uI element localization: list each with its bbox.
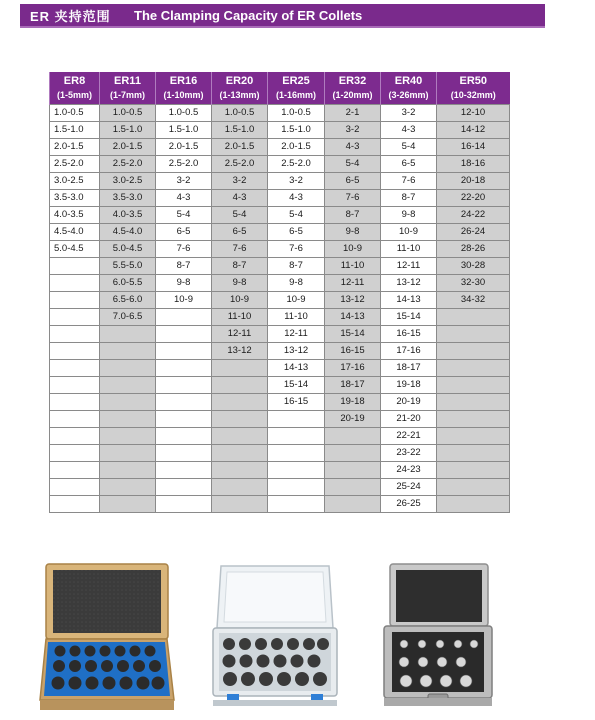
table-cell bbox=[437, 479, 510, 496]
table-cell bbox=[437, 428, 510, 445]
table-cell: 16-15 bbox=[325, 343, 381, 360]
table-cell bbox=[156, 360, 212, 377]
table-cell: 3.5-3.0 bbox=[50, 190, 100, 207]
table-cell: 12-11 bbox=[325, 275, 381, 292]
table-cell bbox=[50, 326, 100, 343]
table-cell: 3.0-2.5 bbox=[50, 173, 100, 190]
column-model: ER50 bbox=[459, 75, 488, 87]
table-row bbox=[50, 326, 510, 343]
table-cell: 6-5 bbox=[381, 156, 437, 173]
table-cell bbox=[100, 343, 156, 360]
column-range: (3-26mm) bbox=[388, 90, 429, 100]
table-cell: 2.5-2.0 bbox=[268, 156, 325, 173]
table-cell: 7-6 bbox=[381, 173, 437, 190]
table-cell bbox=[50, 496, 100, 513]
table-cell bbox=[50, 411, 100, 428]
table-cell: 14-13 bbox=[381, 292, 437, 309]
table-cell: 2-1 bbox=[325, 105, 381, 122]
table-row bbox=[50, 445, 510, 462]
table-cell: 23-22 bbox=[381, 445, 437, 462]
table-cell bbox=[156, 394, 212, 411]
table-cell: 5-4 bbox=[156, 207, 212, 224]
table-cell: 4-3 bbox=[268, 190, 325, 207]
table-cell: 11-10 bbox=[268, 309, 325, 326]
table-cell bbox=[325, 445, 381, 462]
table-cell bbox=[50, 343, 100, 360]
table-cell: 22-21 bbox=[381, 428, 437, 445]
table-cell bbox=[156, 479, 212, 496]
table-cell bbox=[156, 428, 212, 445]
table-cell: 4.5-4.0 bbox=[100, 224, 156, 241]
table-cell bbox=[100, 462, 156, 479]
table-cell bbox=[268, 462, 325, 479]
table-cell: 6-5 bbox=[212, 224, 268, 241]
table-row bbox=[50, 343, 510, 360]
table-cell: 3.5-3.0 bbox=[100, 190, 156, 207]
table-cell: 17-16 bbox=[381, 343, 437, 360]
table-row bbox=[50, 275, 510, 292]
column-header-er32 bbox=[325, 72, 381, 105]
table-cell: 2.0-1.5 bbox=[268, 139, 325, 156]
table-cell bbox=[212, 428, 268, 445]
table-cell: 17-16 bbox=[325, 360, 381, 377]
table-cell: 1.5-1.0 bbox=[212, 122, 268, 139]
column-header-er50 bbox=[437, 72, 510, 105]
column-model: ER40 bbox=[394, 75, 423, 87]
table-cell bbox=[100, 411, 156, 428]
table-row bbox=[50, 173, 510, 190]
table-cell bbox=[212, 479, 268, 496]
table-cell: 1.0-0.5 bbox=[268, 105, 325, 122]
table-cell: 30-28 bbox=[437, 258, 510, 275]
table-cell: 2.0-1.5 bbox=[212, 139, 268, 156]
table-cell bbox=[437, 462, 510, 479]
table-cell: 3-2 bbox=[156, 173, 212, 190]
table-cell: 3-2 bbox=[268, 173, 325, 190]
table-cell: 16-14 bbox=[437, 139, 510, 156]
table-cell: 4.0-3.5 bbox=[50, 207, 100, 224]
table-cell bbox=[100, 445, 156, 462]
table-cell bbox=[156, 343, 212, 360]
table-cell bbox=[212, 360, 268, 377]
table-cell: 28-26 bbox=[437, 241, 510, 258]
column-range: (1-20mm) bbox=[332, 90, 373, 100]
table-cell: 18-17 bbox=[325, 377, 381, 394]
table-cell bbox=[268, 411, 325, 428]
table-row bbox=[50, 258, 510, 275]
table-row bbox=[50, 190, 510, 207]
table-cell: 1.5-1.0 bbox=[50, 122, 100, 139]
table-cell: 20-19 bbox=[325, 411, 381, 428]
table-cell bbox=[50, 479, 100, 496]
table-cell bbox=[100, 377, 156, 394]
table-cell: 2.0-1.5 bbox=[156, 139, 212, 156]
table-cell bbox=[437, 360, 510, 377]
table-cell: 22-20 bbox=[437, 190, 510, 207]
table-cell: 20-18 bbox=[437, 173, 510, 190]
table-cell: 16-15 bbox=[268, 394, 325, 411]
table-cell: 34-32 bbox=[437, 292, 510, 309]
table-row bbox=[50, 377, 510, 394]
table-cell bbox=[50, 360, 100, 377]
table-cell: 9-8 bbox=[156, 275, 212, 292]
table-cell: 25-24 bbox=[381, 479, 437, 496]
table-cell: 5.0-4.5 bbox=[100, 241, 156, 258]
table-cell: 5-4 bbox=[325, 156, 381, 173]
table-cell bbox=[437, 343, 510, 360]
table-cell bbox=[50, 258, 100, 275]
column-header-er25 bbox=[268, 72, 325, 105]
column-range: (1-16mm) bbox=[275, 90, 316, 100]
table-cell: 26-24 bbox=[437, 224, 510, 241]
column-range: (1-13mm) bbox=[219, 90, 260, 100]
table-cell bbox=[212, 394, 268, 411]
table-cell: 26-25 bbox=[381, 496, 437, 513]
column-range: (1-10mm) bbox=[163, 90, 204, 100]
table-cell bbox=[50, 394, 100, 411]
table-cell bbox=[437, 411, 510, 428]
table-cell bbox=[156, 326, 212, 343]
table-cell: 20-19 bbox=[381, 394, 437, 411]
column-range: (1-7mm) bbox=[109, 90, 145, 100]
column-model: ER25 bbox=[282, 75, 310, 87]
table-cell: 4-3 bbox=[212, 190, 268, 207]
table-cell: 7-6 bbox=[268, 241, 325, 258]
table-cell bbox=[437, 309, 510, 326]
table-cell bbox=[50, 377, 100, 394]
table-row bbox=[50, 479, 510, 496]
table-cell bbox=[50, 462, 100, 479]
title-banner bbox=[20, 4, 545, 28]
table-cell: 11-10 bbox=[212, 309, 268, 326]
table-cell: 2.5-2.0 bbox=[100, 156, 156, 173]
table-row bbox=[50, 122, 510, 139]
table-row bbox=[50, 156, 510, 173]
table-cell: 18-17 bbox=[381, 360, 437, 377]
table-cell: 12-11 bbox=[212, 326, 268, 343]
table-cell: 7-6 bbox=[212, 241, 268, 258]
table-cell: 1.5-1.0 bbox=[268, 122, 325, 139]
table-cell bbox=[50, 275, 100, 292]
table-cell: 2.5-2.0 bbox=[156, 156, 212, 173]
table-cell: 4.0-3.5 bbox=[100, 207, 156, 224]
table-cell bbox=[156, 496, 212, 513]
plastic-case-icon bbox=[205, 560, 345, 712]
table-cell: 13-12 bbox=[325, 292, 381, 309]
table-cell: 9-8 bbox=[325, 224, 381, 241]
table-cell: 4-3 bbox=[325, 139, 381, 156]
table-cell: 12-11 bbox=[268, 326, 325, 343]
column-model: ER16 bbox=[169, 75, 198, 87]
table-cell: 6-5 bbox=[325, 173, 381, 190]
table-cell bbox=[156, 309, 212, 326]
table-cell: 12-11 bbox=[381, 258, 437, 275]
table-cell: 6.5-6.0 bbox=[100, 292, 156, 309]
table-cell: 11-10 bbox=[381, 241, 437, 258]
table-cell: 6-5 bbox=[268, 224, 325, 241]
table-cell bbox=[50, 292, 100, 309]
column-model: ER8 bbox=[63, 75, 86, 87]
table-cell: 19-18 bbox=[381, 377, 437, 394]
title-english: The Clamping Capacity of ER Collets bbox=[134, 7, 363, 23]
table-cell bbox=[268, 479, 325, 496]
table-cell: 1.5-1.0 bbox=[100, 122, 156, 139]
table-cell bbox=[268, 428, 325, 445]
table-cell: 5.0-4.5 bbox=[50, 241, 100, 258]
table-row bbox=[50, 394, 510, 411]
column-header-er16 bbox=[156, 72, 212, 105]
table-row bbox=[50, 224, 510, 241]
column-header-er40 bbox=[381, 72, 437, 105]
table-row bbox=[50, 241, 510, 258]
table-cell: 7.0-6.5 bbox=[100, 309, 156, 326]
table-cell bbox=[100, 360, 156, 377]
table-cell: 10-9 bbox=[156, 292, 212, 309]
table-cell: 16-15 bbox=[381, 326, 437, 343]
table-cell bbox=[325, 496, 381, 513]
table-cell bbox=[100, 428, 156, 445]
column-range: (1-5mm) bbox=[56, 90, 92, 100]
table-cell: 8-7 bbox=[325, 207, 381, 224]
table-cell: 9-8 bbox=[381, 207, 437, 224]
table-cell: 15-14 bbox=[325, 326, 381, 343]
table-cell bbox=[437, 377, 510, 394]
table-cell bbox=[325, 462, 381, 479]
table-cell bbox=[325, 479, 381, 496]
title-chinese: ER 夹持范围 bbox=[30, 8, 111, 24]
table-cell: 9-8 bbox=[268, 275, 325, 292]
column-header-er11 bbox=[100, 72, 156, 105]
table-cell bbox=[212, 377, 268, 394]
table-cell bbox=[268, 445, 325, 462]
table-cell: 6.0-5.5 bbox=[100, 275, 156, 292]
table-cell bbox=[156, 411, 212, 428]
table-cell: 19-18 bbox=[325, 394, 381, 411]
table-cell: 14-13 bbox=[325, 309, 381, 326]
table-cell bbox=[100, 394, 156, 411]
table-cell bbox=[437, 326, 510, 343]
table-cell: 5-4 bbox=[268, 207, 325, 224]
column-model: ER11 bbox=[114, 75, 141, 87]
wooden-box-icon bbox=[36, 560, 177, 713]
table-cell: 5-4 bbox=[381, 139, 437, 156]
table-cell: 4-3 bbox=[156, 190, 212, 207]
table-cell: 10-9 bbox=[325, 241, 381, 258]
column-model: ER32 bbox=[338, 75, 367, 87]
table-cell: 8-7 bbox=[212, 258, 268, 275]
table-cell: 1.0-0.5 bbox=[156, 105, 212, 122]
table-cell bbox=[50, 445, 100, 462]
table-cell bbox=[437, 496, 510, 513]
table-cell bbox=[437, 394, 510, 411]
table-cell: 14-12 bbox=[437, 122, 510, 139]
table-cell bbox=[156, 462, 212, 479]
table-cell: 4-3 bbox=[381, 122, 437, 139]
wooden-collet-box-photo bbox=[36, 560, 177, 713]
table-cell bbox=[156, 445, 212, 462]
table-cell bbox=[437, 445, 510, 462]
table-cell bbox=[100, 496, 156, 513]
aluminum-case-icon bbox=[380, 560, 495, 712]
column-range: (10-32mm) bbox=[450, 90, 496, 100]
table-cell: 15-14 bbox=[381, 309, 437, 326]
table-cell: 12-10 bbox=[437, 105, 510, 122]
table-row bbox=[50, 411, 510, 428]
table-cell: 1.0-0.5 bbox=[50, 105, 100, 122]
table-cell: 10-9 bbox=[268, 292, 325, 309]
table-cell bbox=[50, 428, 100, 445]
aluminum-collet-case-photo bbox=[380, 560, 495, 712]
table-cell: 10-9 bbox=[381, 224, 437, 241]
clamping-capacity-table bbox=[49, 72, 510, 513]
table-cell: 13-12 bbox=[212, 343, 268, 360]
table-cell: 32-30 bbox=[437, 275, 510, 292]
table-cell: 8-7 bbox=[156, 258, 212, 275]
table-cell: 3-2 bbox=[325, 122, 381, 139]
table-cell: 7-6 bbox=[156, 241, 212, 258]
table-cell: 13-12 bbox=[381, 275, 437, 292]
table-cell: 14-13 bbox=[268, 360, 325, 377]
table-cell bbox=[325, 428, 381, 445]
table-cell: 9-8 bbox=[212, 275, 268, 292]
table-row bbox=[50, 462, 510, 479]
table-cell: 2.0-1.5 bbox=[100, 139, 156, 156]
table-cell bbox=[268, 496, 325, 513]
table-cell: 5.5-5.0 bbox=[100, 258, 156, 275]
table-cell: 24-22 bbox=[437, 207, 510, 224]
table-cell: 3-2 bbox=[381, 105, 437, 122]
table-header-row bbox=[50, 72, 510, 105]
table-cell: 18-16 bbox=[437, 156, 510, 173]
table-cell: 3-2 bbox=[212, 173, 268, 190]
table-cell bbox=[156, 377, 212, 394]
table-cell: 8-7 bbox=[381, 190, 437, 207]
column-header-er20 bbox=[212, 72, 268, 105]
table-cell: 1.5-1.0 bbox=[156, 122, 212, 139]
table-cell: 10-9 bbox=[212, 292, 268, 309]
table-cell bbox=[212, 411, 268, 428]
table-row bbox=[50, 207, 510, 224]
column-header-er8 bbox=[50, 72, 100, 105]
table-cell: 11-10 bbox=[325, 258, 381, 275]
table-cell: 2.5-2.0 bbox=[212, 156, 268, 173]
table-row bbox=[50, 428, 510, 445]
table-cell: 21-20 bbox=[381, 411, 437, 428]
table-cell: 6-5 bbox=[156, 224, 212, 241]
table-row bbox=[50, 360, 510, 377]
table-row bbox=[50, 309, 510, 326]
table-cell: 3.0-2.5 bbox=[100, 173, 156, 190]
plastic-collet-case-photo bbox=[205, 560, 345, 712]
table-row bbox=[50, 292, 510, 309]
table-cell bbox=[212, 462, 268, 479]
table-cell bbox=[212, 496, 268, 513]
table-cell: 15-14 bbox=[268, 377, 325, 394]
table-cell: 1.0-0.5 bbox=[100, 105, 156, 122]
table-cell: 13-12 bbox=[268, 343, 325, 360]
table-cell: 5-4 bbox=[212, 207, 268, 224]
table-cell bbox=[50, 309, 100, 326]
table-cell: 2.0-1.5 bbox=[50, 139, 100, 156]
table-row bbox=[50, 105, 510, 122]
table-cell: 2.5-2.0 bbox=[50, 156, 100, 173]
table-cell: 7-6 bbox=[325, 190, 381, 207]
table-cell bbox=[100, 479, 156, 496]
table-row bbox=[50, 496, 510, 513]
table-cell: 1.0-0.5 bbox=[212, 105, 268, 122]
table-cell: 4.5-4.0 bbox=[50, 224, 100, 241]
table-cell: 8-7 bbox=[268, 258, 325, 275]
table-row bbox=[50, 139, 510, 156]
table-cell bbox=[100, 326, 156, 343]
column-model: ER20 bbox=[225, 75, 254, 87]
table-cell bbox=[212, 445, 268, 462]
table-cell: 24-23 bbox=[381, 462, 437, 479]
